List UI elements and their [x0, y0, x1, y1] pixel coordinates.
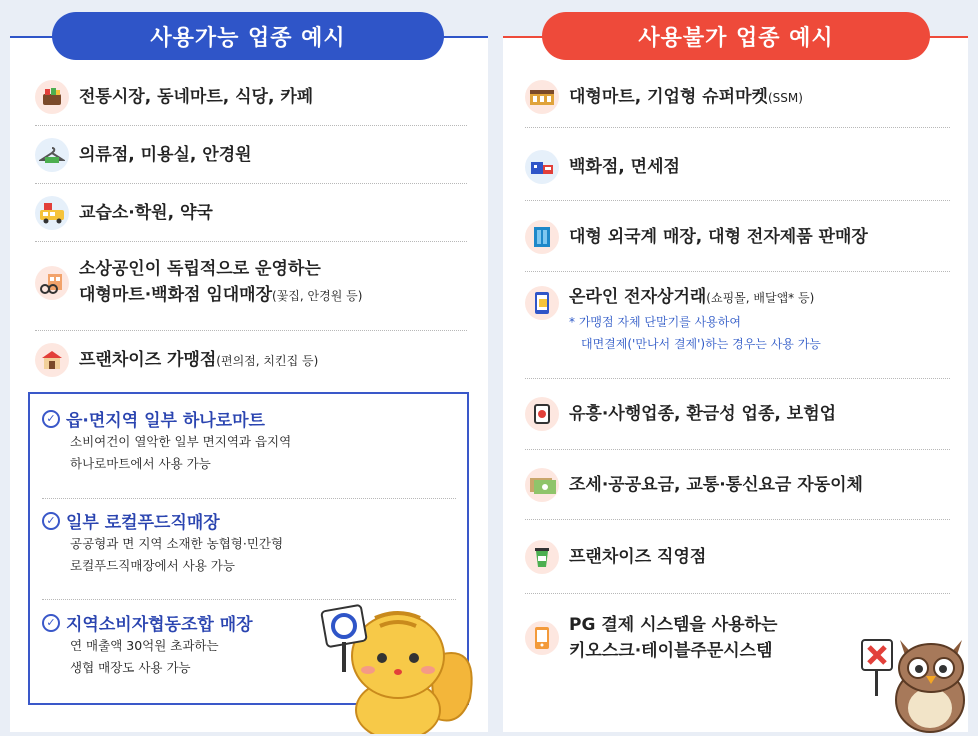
- divider: [525, 449, 950, 450]
- unusable-item: 대형마트, 기업형 슈퍼마켓(SSM): [525, 80, 803, 114]
- divider: [35, 330, 467, 331]
- unusable-item: PG 결제 시스템을 사용하는 키오스크·테이블주문시스템: [525, 612, 777, 664]
- mobile-shopping-icon: [525, 286, 559, 320]
- divider: [525, 271, 950, 272]
- school-bus-icon: [35, 196, 69, 230]
- usable-item: 프랜차이즈 가맹점(편의점, 치킨집 등): [35, 343, 318, 377]
- unusable-item: 조세·공공요금, 교통·통신요금 자동이체: [525, 468, 863, 502]
- exception-item: ✓ 일부 로컬푸드직매장 공공형과 면 지역 소재한 농협형·민간형 로컬푸드직매장에서 사용 가능: [42, 508, 283, 577]
- usable-item: 전통시장, 동네마트, 식당, 카페: [35, 80, 313, 114]
- unusable-item: 백화점, 면세점: [525, 150, 680, 184]
- unusable-item: 유흥·사행업종, 환금성 업종, 보험업: [525, 397, 836, 431]
- bill-payment-icon: [525, 468, 559, 502]
- shop-building-icon: [35, 266, 69, 300]
- divider: [525, 127, 950, 128]
- divider: [35, 183, 467, 184]
- supermarket-icon: [525, 80, 559, 114]
- check-circle-icon: ✓: [42, 410, 60, 428]
- franchise-store-icon: [35, 343, 69, 377]
- check-circle-icon: ✓: [42, 614, 60, 632]
- store-door-icon: [525, 220, 559, 254]
- divider: [525, 200, 950, 201]
- divider: [525, 519, 950, 520]
- exception-item: ✓ 읍·면지역 일부 하나로마트 소비여건이 열악한 일부 면지역과 읍지역 하나로마트에서 사용 가능: [42, 406, 291, 475]
- divider: [35, 125, 467, 126]
- shopping-basket-icon: [35, 80, 69, 114]
- unusable-item: 프랜차이즈 직영점: [525, 540, 706, 574]
- coffee-cup-icon: [525, 540, 559, 574]
- divider: [525, 593, 950, 594]
- usable-item: 소상공인이 독립적으로 운영하는 대형마트·백화점 임대매장(꽃집, 안경원 등): [35, 256, 362, 309]
- check-circle-icon: ✓: [42, 512, 60, 530]
- divider: [35, 241, 467, 242]
- squirrel-mascot-icon: [320, 598, 480, 734]
- hanger-icon: [35, 138, 69, 172]
- usable-title: 사용가능 업종 예시: [52, 12, 444, 60]
- kiosk-icon: [525, 621, 559, 655]
- entertainment-icon: [525, 397, 559, 431]
- usable-item: 의류점, 미용실, 안경원: [35, 138, 252, 172]
- unusable-item: 대형 외국계 매장, 대형 전자제품 판매장: [525, 220, 868, 254]
- department-store-icon: [525, 150, 559, 184]
- divider: [42, 498, 456, 499]
- exception-item: ✓ 지역소비자협동조합 매장 연 매출액 30억원 초과하는 생협 매장도 사용 가능: [42, 610, 253, 679]
- divider: [525, 378, 950, 379]
- owl-mascot-icon: [858, 630, 970, 734]
- unusable-item: 온라인 전자상거래(쇼핑몰, 배달앱* 등) * 가맹점 자체 단말기를 사용하여 대면결제('만나서 결제')하는 경우는 사용 가능: [525, 284, 821, 355]
- usable-item: 교습소·학원, 약국: [35, 196, 213, 230]
- unusable-title: 사용불가 업종 예시: [542, 12, 930, 60]
